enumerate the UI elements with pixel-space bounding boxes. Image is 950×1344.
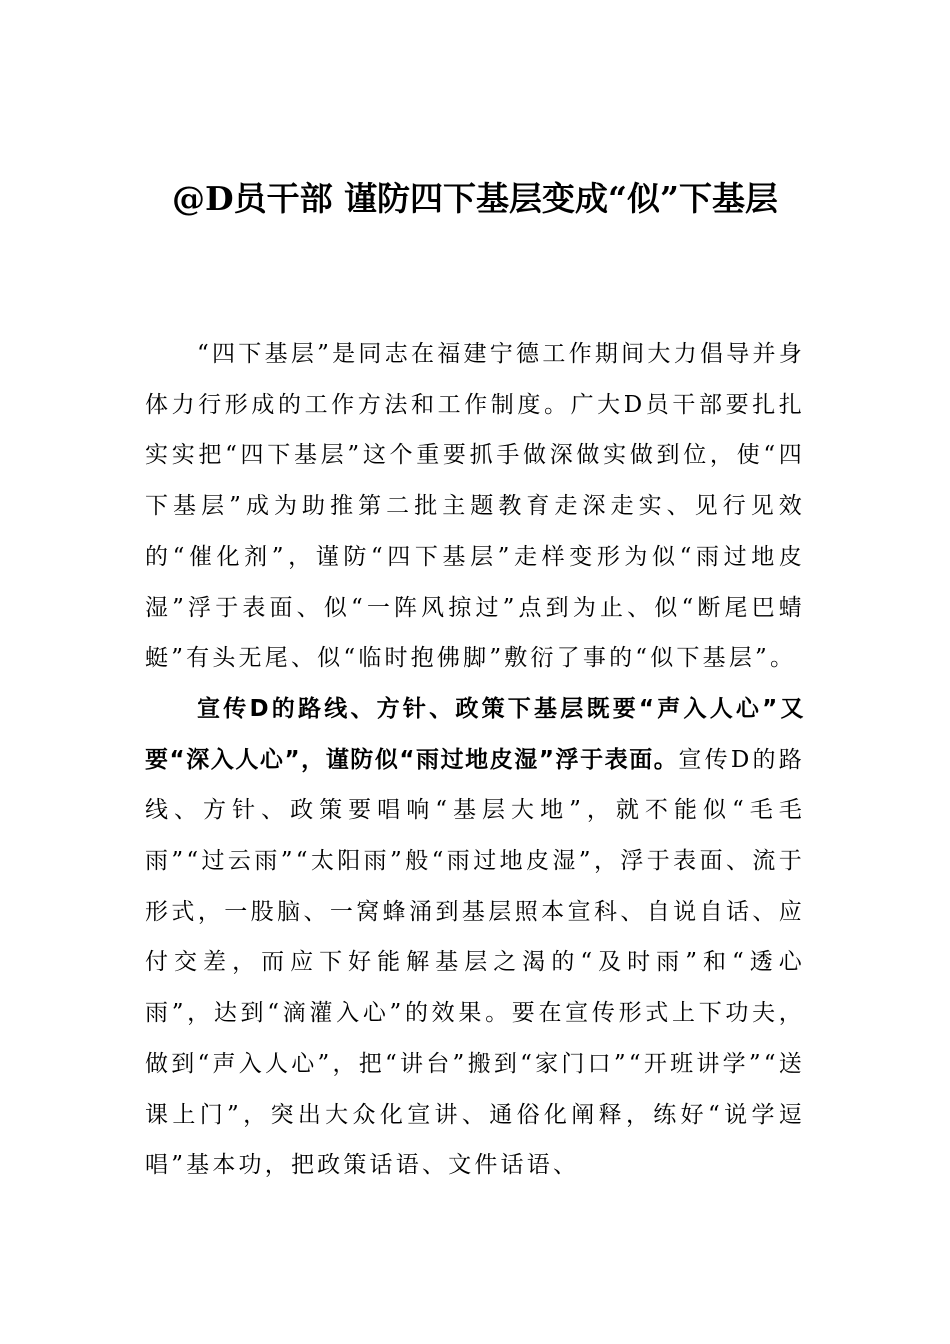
paragraph-intro [145,329,805,684]
document-body [145,329,805,1191]
paragraph-text: 宣传D的路线、方针、政策要唱响“基层大地”，就不能似“毛毛雨”“过云雨”“太阳雨”般“雨过地皮湿”，浮于表面、流于形式，一股脑、一窝蜂涌到基层照本宣科、自说自话、应付交差，而应下好能解基层之渴的“及时雨”和“透心雨”，达到“滴灌入心”的效果。要在宣传形式上下功夫，做到“声入人心”，把“讲台”搬到“家门口”“开班讲学”“送课上门”，突出大众化宣讲、通俗化阐释，练好“说学逗唱”基本功，把政策话语、文件话语、 [145,746,805,1179]
document-title: @D员干部 谨防四下基层变成“似”下基层 [171,179,779,218]
paragraph-lead-heading: 宣传D的路线、方针、政策下基层既要“声入人心”又要“深入人心”，谨防似“雨过地皮湿”浮于表面。 [145,695,805,773]
paragraph-propaganda [145,684,805,1191]
paragraph-text: “四下基层”是同志在福建宁德工作期间大力倡导并身体力行形成的工作方法和工作制度。广大D员干部要扎扎实实把“四下基层”这个重要抓手做深做实做到位，使“四下基层”成为助推第二批主题教育走深走实、见行见效的“催化剂”，谨防“四下基层”走样变形为似“雨过地皮湿”浮于表面、似“一阵风掠过”点到为止、似“断尾巴蜻蜓”有头无尾、似“临时抱佛脚”敷衍了事的“似下基层”。 [145,341,805,672]
